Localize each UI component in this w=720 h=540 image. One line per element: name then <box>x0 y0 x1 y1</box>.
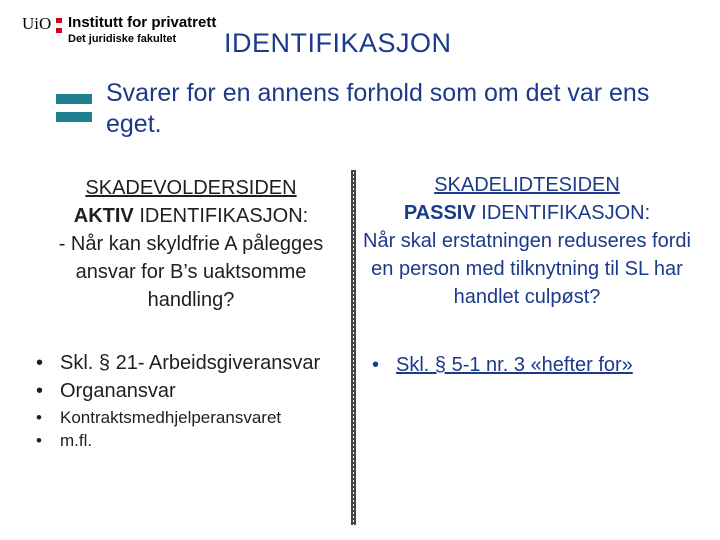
uio-logo <box>22 12 222 48</box>
right-heading-rest: IDENTIFIKASJON: <box>475 202 651 224</box>
faculty-name: Det juridiske fakultet <box>68 33 177 45</box>
list-item: • Skl. § 21- Arbeidsgiveransvar <box>30 350 330 376</box>
slide-subtitle: Svarer for en annens forhold som om det var ens eget. <box>106 79 650 138</box>
right-heading-bold: PASSIV <box>403 202 476 224</box>
left-bullet-list <box>30 350 330 452</box>
left-heading-underlined: SKADEVOLDERSIDEN <box>85 177 297 199</box>
list-item: • Skl. § 5-1 nr. 3 «hefter for» <box>372 352 672 378</box>
list-item: • Organansvar <box>30 378 330 404</box>
uio-colon-mark <box>56 17 62 35</box>
left-column-heading <box>36 174 346 314</box>
left-heading-bold: AKTIV <box>73 205 134 227</box>
institute-name: Institutt for privatrett <box>68 14 217 31</box>
right-column-heading <box>362 171 692 311</box>
uio-wordmark: UiO <box>22 14 52 33</box>
right-question: Når skal erstatningen reduseres fordi en person med tilknytning til SL har handlet culpøst? <box>363 230 691 308</box>
left-heading-rest: IDENTIFIKASJON: <box>133 205 309 227</box>
slide-title: IDENTIFIKASJON <box>224 28 452 58</box>
column-divider <box>351 170 356 525</box>
list-item: • m.fl. <box>30 429 330 452</box>
list-item: • Kontraktsmedhjelperansvaret <box>30 406 330 429</box>
left-question: - Når kan skyldfrie A pålegges ansvar for B’s uaktsomme handling? <box>58 233 324 311</box>
right-bullet-list <box>372 352 672 378</box>
accent-bars <box>56 94 92 130</box>
right-heading-underlined: SKADELIDTESIDEN <box>434 174 620 196</box>
